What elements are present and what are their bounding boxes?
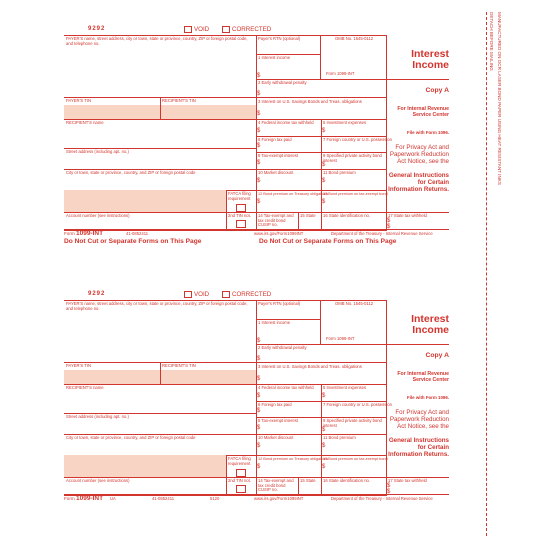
box3-label: 3 Interest on U.S. Savings Bonds and Treas. obligations [258, 99, 362, 104]
detach-line [486, 12, 494, 536]
col-divider-4 [321, 455, 322, 494]
footer-form-number: 1099-INT [76, 230, 104, 237]
payer-tin-label: PAYER'S TIN [66, 98, 91, 103]
footer-form-word: Form [64, 231, 75, 236]
box7-label: 7 Foreign country or U.S. possession [323, 402, 392, 407]
box5-dollar: $ [322, 393, 326, 399]
box14-label: 14 Tax-exempt and tax credit bond CUSIP no. [258, 213, 294, 228]
payer-tin-label: PAYER'S TIN [66, 363, 91, 368]
footer-ua: UA [110, 496, 116, 501]
corrected-label: CORRECTED [232, 26, 272, 34]
box13-label: 13 Bond premium on tax-exempt bond [323, 192, 388, 196]
form-number: 1099-INT [336, 336, 355, 341]
box16-label: 16 State identification no. [323, 478, 371, 483]
box4-label: 4 Federal income tax withheld [258, 120, 314, 125]
box1-dollar: $ [257, 338, 261, 344]
recipient-name-label: RECIPIENT'S name [66, 385, 104, 390]
omb-divider [320, 300, 321, 344]
box4-dollar: $ [257, 393, 261, 399]
box7-label: 7 Foreign country or U.S. possession [323, 137, 392, 142]
box17-dollar-2: $ [387, 489, 391, 495]
detach-text: DETACH BEFORE MAILING [489, 12, 494, 71]
footer-url: www.irs.gov/Form1099INT [254, 231, 304, 236]
box3-divider [256, 362, 386, 363]
box3-divider [256, 97, 386, 98]
form-1099-int-top [64, 25, 449, 245]
box8-label: 8 Tax-exempt interest [258, 418, 298, 423]
city-label: City or town, state or province, country, and ZIP or foreign postal code [66, 435, 196, 440]
box2-dollar: $ [257, 91, 261, 97]
fatca-checkbox[interactable] [236, 204, 246, 212]
void-label: VOID [194, 291, 210, 299]
title-line1: Interest [411, 313, 449, 325]
box12-label: 12 Bond premium on Treasury obligations [258, 457, 329, 461]
box15-label: 15 State [300, 213, 316, 218]
box17-label: 17 State tax withheld [388, 213, 427, 218]
title-line2: Income [412, 59, 449, 72]
omb-divider [320, 35, 321, 79]
corrected-checkbox[interactable] [222, 26, 271, 34]
payer-rtn-label: Payer's RTN (optional) [258, 36, 301, 41]
footer-form-number: 1099-INT [76, 495, 104, 502]
box8-dollar: $ [257, 160, 261, 166]
box12-dollar: $ [257, 199, 261, 205]
box16-label: 16 State identification no. [323, 213, 371, 218]
for-irs-label: For Internal Revenue Service Center [397, 106, 449, 118]
tin2-label: 2nd TIN not. [228, 478, 251, 483]
box3-dollar: $ [257, 111, 261, 117]
payer-rtn-label: Payer's RTN (optional) [258, 301, 301, 306]
box17-dollar-1: $ [387, 218, 391, 224]
privacy-label: For Privacy Act and Paperwork Reduction Act Notice, see the [389, 144, 449, 165]
form-word: Form [326, 71, 336, 76]
form-code: 9292 [88, 291, 106, 297]
account-label: Account number (see instructions) [66, 213, 130, 218]
box15-label: 15 State [300, 478, 316, 483]
box17-dollar-2: $ [387, 224, 391, 230]
manufactured-text: MANUFACTURED ON OCR LASER BOND PAPER USING HEAT RESISTANT INKS [497, 12, 502, 185]
title-divider [386, 79, 449, 80]
box1-label: 1 Interest income [258, 55, 291, 60]
omb-label: OMB No. 1545-0112 [335, 301, 374, 306]
tin-divider [160, 362, 161, 384]
fatca-divider [226, 190, 227, 229]
corrected-checkbox[interactable] [222, 291, 271, 299]
box17-label: 17 State tax withheld [388, 478, 427, 483]
col-divider-3 [256, 190, 257, 229]
box4-label: 4 Federal income tax withheld [258, 385, 314, 390]
footer-url: www.irs.gov/Form1099INT [254, 496, 304, 501]
col-divider-4 [321, 190, 322, 229]
box14-label: 14 Tax-exempt and tax credit bond CUSIP no. [258, 478, 294, 493]
street-label: Street address (including apt. no.) [66, 149, 129, 154]
for-irs-label: For Internal Revenue Service Center [397, 371, 449, 383]
fatca-shade [64, 455, 226, 477]
title-line2: Income [412, 324, 449, 337]
box8-dollar: $ [257, 425, 261, 431]
fatca-divider [226, 455, 227, 494]
void-checkbox[interactable] [184, 291, 209, 299]
payer-name-label: PAYER'S name, street address, city or town, state or province, country, ZIP or foreign postal code, and telephone no. [66, 36, 248, 46]
form-title [386, 49, 449, 71]
box9-dollar: $ [322, 427, 326, 433]
footer-form [64, 231, 103, 238]
box9-label: 9 Specified private activity bond interest [323, 153, 382, 163]
void-label: VOID [194, 26, 210, 34]
box2-dollar: $ [257, 356, 261, 362]
form-title [386, 314, 449, 336]
recipient-tin-label: RECIPIENT'S TIN [162, 98, 196, 103]
footer-form [64, 496, 103, 503]
copy-label: Copy A [425, 87, 449, 94]
box4-dollar: $ [257, 128, 261, 134]
box11-dollar: $ [322, 178, 326, 184]
account-label: Account number (see instructions) [66, 478, 130, 483]
tin2-label: 2nd TIN not. [228, 213, 251, 218]
box9-dollar: $ [322, 162, 326, 168]
form-bottom-line [64, 494, 449, 495]
fatca-label: FATCA filing requirement [228, 456, 251, 466]
box5-label: 5 Investment expenses [323, 120, 367, 125]
form-label [326, 72, 354, 76]
box2-label: 2 Early withdrawal penalty [258, 80, 307, 85]
box1-label: 1 Interest income [258, 320, 291, 325]
street-label: Street address (including apt. no.) [66, 414, 129, 419]
box10-label: 10 Market discount [258, 435, 294, 440]
tin-divider [160, 97, 161, 119]
fatca-shade [64, 190, 226, 212]
col-divider-3 [256, 455, 257, 494]
box6-dollar: $ [257, 408, 261, 414]
col-divider-5 [298, 212, 299, 229]
file-with-label: File with Form 1096. [407, 130, 449, 135]
box3-label: 3 Interest on U.S. Savings Bonds and Treas. obligations [258, 364, 362, 369]
city-label: City or town, state or province, country, and ZIP or foreign postal code [66, 170, 196, 175]
footer-dept: Department of the Treasury - Internal Revenue Service [331, 231, 433, 236]
copy-label: Copy A [425, 352, 449, 359]
col-divider-5 [298, 477, 299, 494]
footer-dept: Department of the Treasury - Internal Revenue Service [331, 496, 433, 501]
fatca-checkbox[interactable] [236, 469, 246, 477]
footer-cat: 41-0852411 [126, 231, 149, 236]
privacy-label: For Privacy Act and Paperwork Reduction Act Notice, see the [389, 409, 449, 430]
box8-label: 8 Tax-exempt interest [258, 153, 298, 158]
title-divider [386, 344, 449, 345]
box6-label: 6 Foreign tax paid [258, 137, 292, 142]
box2-label: 2 Early withdrawal penalty [258, 345, 307, 350]
box12-dollar: $ [257, 464, 261, 470]
box9-label: 9 Specified private activity bond interest [323, 418, 382, 428]
recipient-name-label: RECIPIENT'S name [66, 120, 104, 125]
form-number: 1099-INT [336, 71, 355, 76]
box6-label: 6 Foreign tax paid [258, 402, 292, 407]
form-label [326, 337, 354, 341]
form-1099-int-bottom [64, 290, 449, 515]
general-label: General Instructions for Certain Information Returns. [388, 437, 449, 458]
recipient-tin-label: RECIPIENT'S TIN [162, 363, 196, 368]
box13-label: 13 Bond premium on tax-exempt bond [323, 457, 388, 461]
tin2-checkbox[interactable] [236, 220, 246, 228]
box3-dollar: $ [257, 376, 261, 382]
payer-name-label: PAYER'S name, street address, city or town, state or province, country, ZIP or foreign postal code, and telephone no. [66, 301, 248, 311]
box13-dollar: $ [322, 199, 326, 205]
box10-dollar: $ [257, 443, 261, 449]
box1-dollar: $ [257, 73, 261, 79]
file-with-label: File with Form 1096. [407, 395, 449, 400]
form-bottom-line [64, 229, 449, 230]
box10-dollar: $ [257, 178, 261, 184]
box10-label: 10 Market discount [258, 170, 294, 175]
form-code: 9292 [88, 26, 106, 32]
do-not-cut-2: Do Not Cut or Separate Forms on This Page [259, 238, 397, 245]
corrected-label: CORRECTED [232, 291, 272, 299]
box11-label: 11 Bond premium [323, 170, 356, 175]
footer-cat: 41-0852411 [152, 496, 175, 501]
general-label: General Instructions for Certain Information Returns. [388, 172, 449, 193]
box6-dollar: $ [257, 143, 261, 149]
title-line1: Interest [411, 48, 449, 60]
do-not-cut-1: Do Not Cut or Separate Forms on This Page [64, 238, 202, 245]
void-checkbox[interactable] [184, 26, 209, 34]
tin2-checkbox[interactable] [236, 485, 246, 493]
box11-label: 11 Bond premium [323, 435, 356, 440]
fatca-label: FATCA filing requirement [228, 191, 251, 201]
footer-form-word: Form [64, 496, 75, 501]
omb-label: OMB No. 1545-0112 [335, 36, 374, 41]
box5-dollar: $ [322, 128, 326, 134]
box17-dollar-1: $ [387, 483, 391, 489]
box5-label: 5 Investment expenses [323, 385, 367, 390]
box12-label: 12 Bond premium on Treasury obligations [258, 192, 329, 196]
box13-dollar: $ [322, 464, 326, 470]
form-word: Form [326, 336, 336, 341]
footer-5120: 5120 [210, 496, 220, 501]
box11-dollar: $ [322, 443, 326, 449]
